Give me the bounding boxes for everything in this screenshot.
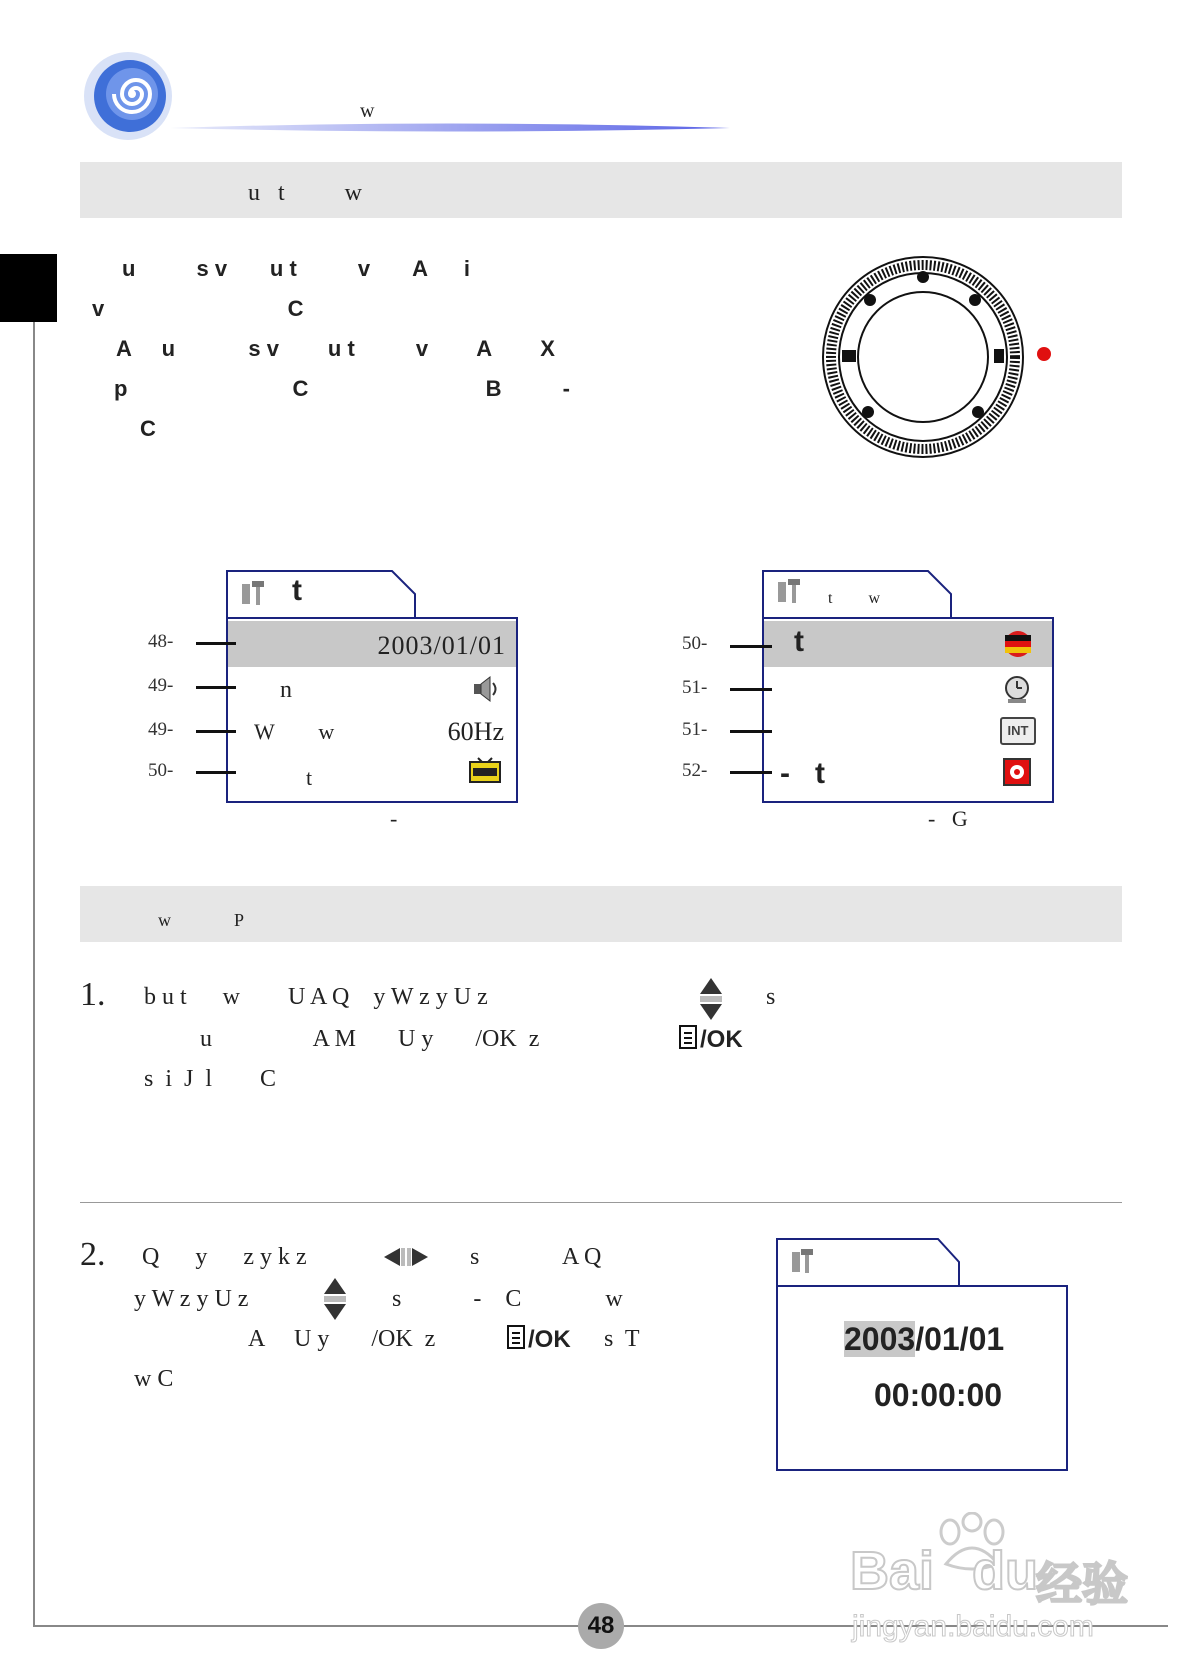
menu-left-row-date[interactable] [228, 621, 516, 667]
menu-left-tvout-label: t [306, 765, 313, 790]
up-down-arrows-icon [698, 976, 724, 1022]
step2-line4: w C [134, 1366, 174, 1392]
ref-tick [196, 730, 236, 733]
menu-right-row-language[interactable] [764, 621, 1052, 667]
watermark-url: jingyan.baidu.com [852, 1610, 1094, 1643]
tools-icon [788, 1246, 816, 1276]
mode-dial-diagram [818, 252, 1028, 462]
ref-tick [730, 771, 772, 774]
menu-left-sound-label: n [280, 677, 292, 703]
body-line-3: A u s v u t v A X [116, 336, 555, 361]
ntsc-tv-icon [468, 757, 502, 787]
date-screen-panel [776, 1285, 1068, 1471]
menu-left-row-sound[interactable] [228, 667, 516, 709]
ref-tick [196, 686, 236, 689]
menu-right-row-memory[interactable] [764, 709, 1052, 751]
menu-right-language-label: t [794, 625, 804, 658]
ref-label: 51- [682, 677, 708, 698]
watermark-du: du [972, 1541, 1039, 1601]
menu-right-caption: - G [928, 806, 968, 831]
language-flags-icon [1002, 629, 1034, 659]
ref-label: 49- [148, 675, 174, 696]
left-right-arrows-icon [382, 1246, 430, 1268]
step2-line3-tail: s T [604, 1326, 640, 1352]
ref-label: 48- [148, 631, 174, 652]
step1-line1-tail: s [766, 984, 776, 1010]
ref-label: 52- [682, 760, 708, 781]
date-display[interactable] [844, 1321, 1004, 1358]
ref-tick [730, 688, 772, 691]
divider-line [80, 1202, 1122, 1203]
swirl-logo-icon [78, 46, 178, 146]
menu-left-panel [226, 617, 518, 803]
menu-right-tab-label: t w [828, 590, 880, 607]
menu-left-row-tvout[interactable] [228, 751, 516, 793]
body-line-1: u s v u t v A i [122, 256, 470, 281]
menu-right-reset-label: - t [780, 757, 825, 790]
ref-label: 50- [148, 760, 174, 781]
step1-line1: b u t w U A Q y W z y U z [144, 984, 488, 1010]
date-month-day: /01/01 [915, 1321, 1005, 1357]
ref-label: 50- [682, 633, 708, 654]
header-title: w [360, 100, 375, 122]
watermark-bai: Bai [850, 1541, 935, 1601]
step1-line2: u A M U y /OK z [200, 1026, 540, 1052]
speaker-icon [472, 675, 502, 703]
menu-left-row-frequency[interactable] [228, 709, 516, 751]
reset-icon [1002, 757, 1032, 787]
menu-ok-button-icon [506, 1324, 528, 1350]
date-year-selected: 2003 [844, 1321, 916, 1357]
chapter-tab [0, 254, 57, 322]
body-line-5: C [140, 416, 156, 441]
ref-label: 49- [148, 719, 174, 740]
menu-left-frequency-value: 60Hz [447, 717, 504, 746]
body-line-4: p C B - [114, 376, 570, 401]
menu-left-tab-label: t [292, 574, 302, 607]
menu-ok-label: /OK [700, 1026, 743, 1053]
body-line-2: v C [92, 296, 304, 321]
menu-left-frequency-label: W w [254, 719, 335, 744]
step2-line1: Q y z y k z [142, 1244, 307, 1270]
step1-line3: s i J l C [144, 1066, 277, 1092]
menu-left-date-value: 2003/01/01 [377, 631, 506, 660]
header-swoosh [170, 120, 730, 134]
mode-indicator-dot [1037, 347, 1051, 361]
tools-icon [238, 578, 268, 608]
watermark-brand [850, 1540, 1038, 1602]
section-heading-bar [80, 162, 1122, 218]
watermark-cn: 经验 [1036, 1558, 1128, 1610]
int-memory-badge: INT [1000, 717, 1036, 745]
menu-left-caption: - [390, 806, 398, 831]
section2-heading-text: w P [158, 910, 245, 930]
menu-right-row-clock[interactable] [764, 667, 1052, 709]
menu-ok-label: /OK [528, 1326, 571, 1353]
time-display[interactable]: 00:00:00 [874, 1377, 1003, 1413]
alarm-clock-icon [1002, 673, 1032, 705]
step2-line2: y W z y U z [134, 1286, 249, 1312]
ref-tick [196, 771, 236, 774]
ref-label: 51- [682, 719, 708, 740]
step2-line3: A U y /OK z [248, 1326, 436, 1352]
page-number: 48 [578, 1603, 624, 1649]
ref-tick [196, 642, 236, 645]
menu-right-row-reset[interactable] [764, 751, 1052, 793]
up-down-arrows-icon [322, 1276, 348, 1322]
menu-ok-button-icon [678, 1024, 700, 1050]
step1-number: 1. [80, 976, 106, 1013]
section-heading-text: u t w [248, 180, 362, 206]
menu-right-panel [762, 617, 1054, 803]
step2-number: 2. [80, 1236, 106, 1273]
ref-tick [730, 645, 772, 648]
tools-icon [774, 576, 804, 606]
left-margin-line [33, 297, 35, 1625]
step2-line1-tail: s A Q [470, 1244, 602, 1270]
step2-line2-tail: s - C w [392, 1286, 623, 1312]
ref-tick [730, 730, 772, 733]
